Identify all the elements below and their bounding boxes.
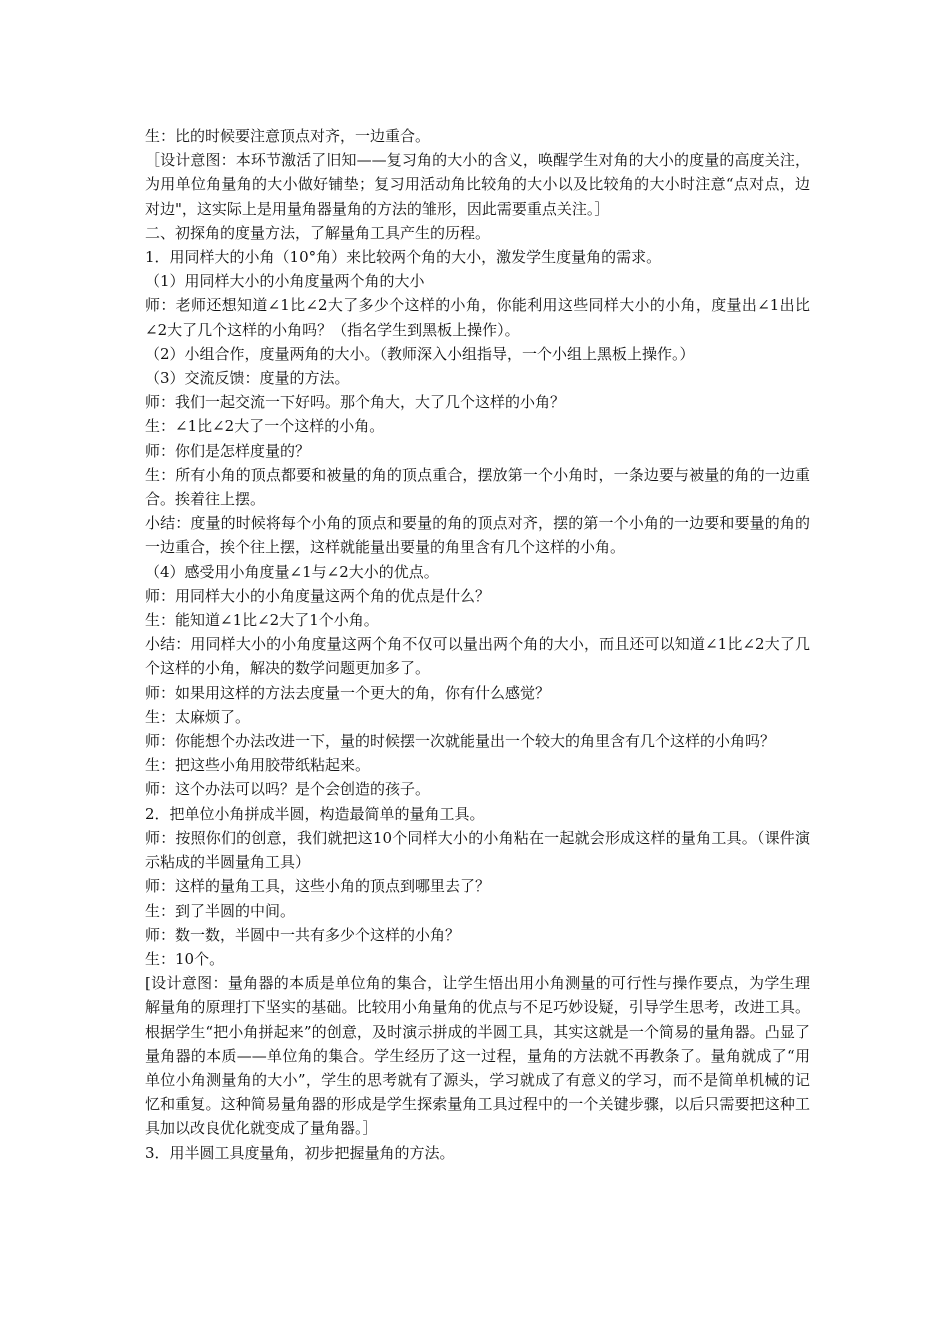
paragraph: 师：这个办法可以吗？是个会创造的孩子。 xyxy=(145,780,431,799)
paragraph: 生：太麻烦了。 xyxy=(145,707,251,726)
document-body xyxy=(145,124,810,1165)
subsection-heading: 3．用半圆工具度量角，初步把握量角的方法。 xyxy=(145,1143,455,1162)
summary-paragraph: 小结：度量的时候将每个小角的顶点和要量的角的顶点对齐，摆的第一个小角的一边要和要量的角的一边重合，挨个往上摆，这样就能量出要量的角里含有几个这样的小角。 xyxy=(145,514,810,557)
paragraph: 生：所有小角的顶点都要和被量的角的顶点重合，摆放第一个小角时，一条边要与被量的角的一边重合。挨着往上摆。 xyxy=(145,465,810,509)
summary-paragraph: 小结：用同样大小的小角度量这两个角不仅可以量出两个角的大小，而且还可以知道∠1比∠2大了几个这样的小角，解决的数学问题更加多了。 xyxy=(145,635,810,678)
design-intent-note: [设计意图：量角器的本质是单位角的集合，让学生悟出用小角测量的可行性与操作要点，为学生理解量角的原理打下坚实的基础。比较用小角量角的优点与不足巧妙设疑，引导学生思考，改进工具。根据学生“把小角拼起来”的创意，及时演示拼成的半圆工具，其实这就是一个简易的量角器。凸显了量角器的本质——单位角的集合。学生经历了这一过程，量角的方法就不再教条了。量角就成了“用单位小角测量角的大小”，学生的思考就有了源头，学习就成了有意义的学习，而不是简单机械的记忆和重复。这种简易量角器的形成是学生探索量角工具过程中的一个关键步骤，以后只需要把这种工具加以改良优化就变成了量角器。］ xyxy=(145,974,810,1138)
paragraph: 生：能知道∠1比∠2大了1个小角。 xyxy=(145,611,379,630)
step-heading: （2）小组合作，度量两角的大小。（教师深入小组指导，一个小组上黑板上操作。） xyxy=(145,344,695,363)
paragraph: 师：数一数，半圆中一共有多少个这样的小角？ xyxy=(145,925,461,944)
step-heading: （4）感受用小角度量∠1与∠2大小的优点。 xyxy=(145,562,439,581)
paragraph: 师：用同样大小的小角度量这两个角的优点是什么？ xyxy=(145,586,491,605)
paragraph: 生：把这些小角用胶带纸粘起来。 xyxy=(145,756,371,775)
paragraph: 师：这样的量角工具，这些小角的顶点到哪里去了？ xyxy=(145,877,491,896)
subsection-heading: 1．用同样大的小角（10°角）来比较两个角的大小，激发学生度量角的需求。 xyxy=(145,248,662,267)
paragraph: 师：如果用这样的方法去度量一个更大的角，你有什么感觉？ xyxy=(145,683,551,702)
paragraph: 师：你能想个办法改进一下，量的时候摆一次就能量出一个较大的角里含有几个这样的小角吗？ xyxy=(145,732,776,751)
step-heading: （3）交流反馈：度量的方法。 xyxy=(145,369,350,388)
paragraph: 生：到了半圆的中间。 xyxy=(145,901,296,920)
subsection-heading: 2．把单位小角拼成半圆，构造最简单的量角工具。 xyxy=(145,804,485,823)
paragraph: 生：∠1比∠2大了一个这样的小角。 xyxy=(145,417,385,436)
step-heading: （1）用同样大小的小角度量两个角的大小 xyxy=(145,272,425,291)
paragraph: 师：你们是怎样度量的？ xyxy=(145,441,311,460)
paragraph: 生：比的时候要注意顶点对齐，一边重合。 xyxy=(145,127,431,145)
paragraph: 生：10个。 xyxy=(145,949,225,968)
paragraph: 师：老师还想知道∠1比∠2大了多少个这样的小角，你能利用这些同样大小的小角，度量出∠1出比∠2大了几个这样的小角吗？（指名学生到黑板上操作）。 xyxy=(145,296,810,339)
design-intent-note: ［设计意图：本环节激活了旧知——复习角的大小的含义，唤醒学生对角的大小的度量的高度关注，为用单位角量角的大小做好铺垫；复习用活动角比较角的大小以及比较角的大小时注意“点对点，边对边"，这实际上是用量角器量角的方法的雏形，因此需要重点关注。］ xyxy=(145,151,810,218)
section-heading: 二、初探角的度量方法，了解量角工具产生的历程。 xyxy=(145,223,491,242)
paragraph: 师：按照你们的创意，我们就把这10个同样大小的小角粘在一起就会形成这样的量角工具。（课件演示粘成的半圆量角工具） xyxy=(145,828,810,872)
paragraph: 师：我们一起交流一下好吗。那个角大，大了几个这样的小角？ xyxy=(145,393,566,412)
